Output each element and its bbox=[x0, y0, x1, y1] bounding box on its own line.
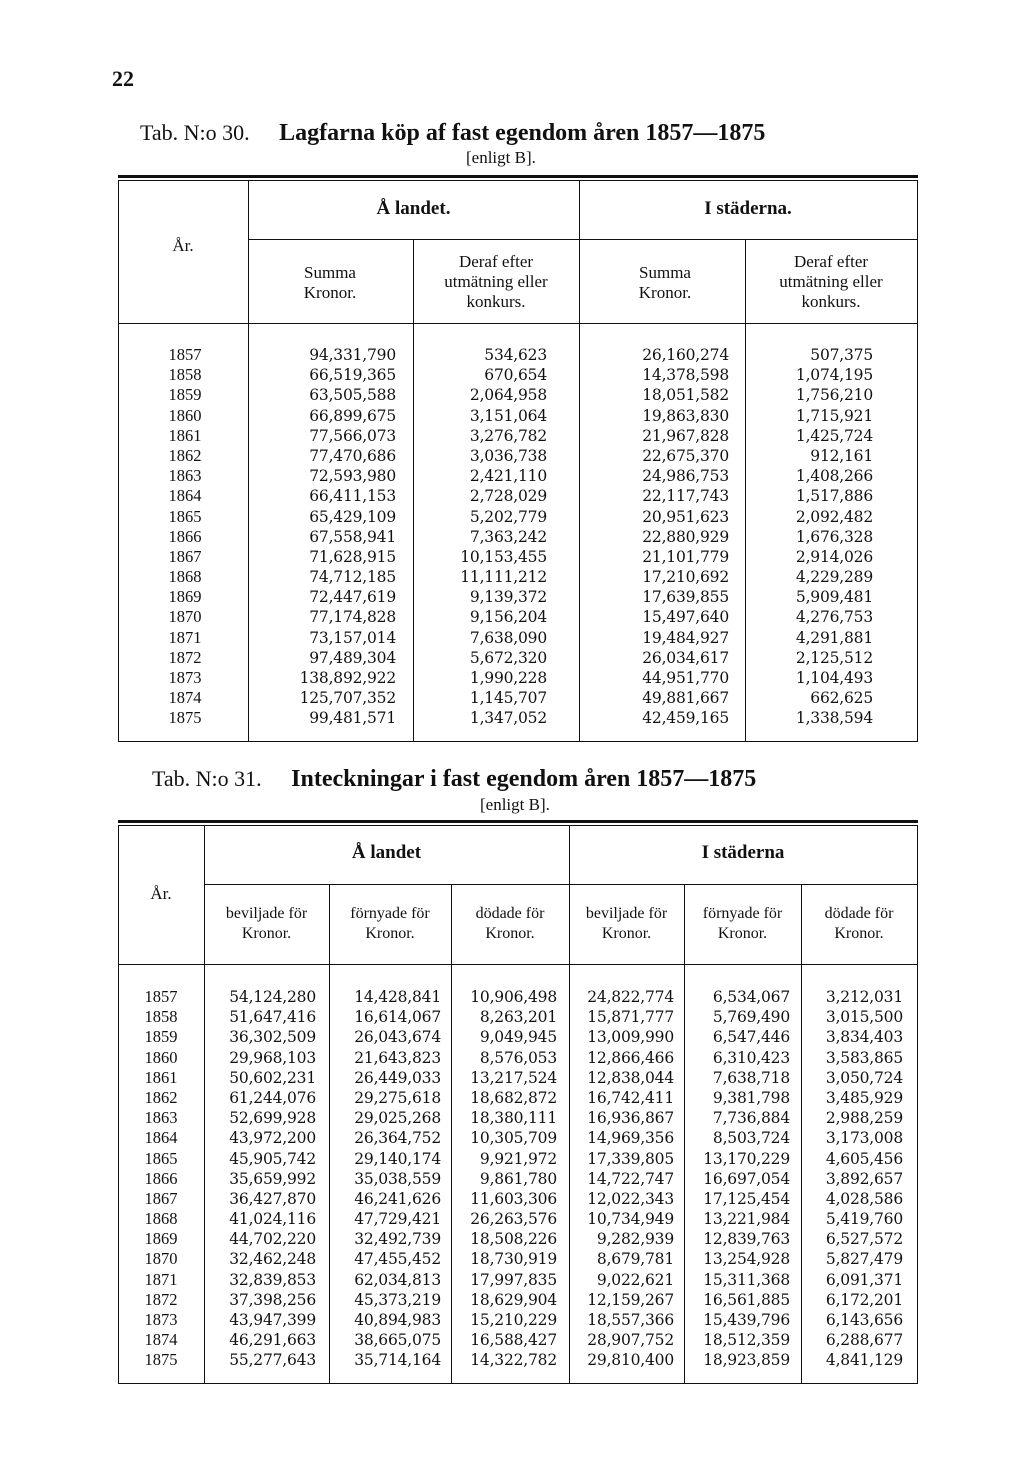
table-cell: 1873 bbox=[168, 668, 202, 687]
table30-staderna-deraf-header: Deraf efter utmätning eller konkurs. bbox=[779, 252, 883, 311]
table-cell: 1862 bbox=[144, 1087, 178, 1107]
table-cell: 1860 bbox=[144, 1047, 178, 1067]
table31-right-border bbox=[917, 825, 918, 1383]
table-cell: 4,291,881 bbox=[795, 628, 873, 647]
table-cell: 26,160,274 bbox=[642, 346, 729, 364]
table-cell: 2,092,482 bbox=[795, 507, 873, 526]
table-cell: 10,305,709 bbox=[470, 1129, 557, 1148]
table-cell: 1869 bbox=[144, 1229, 178, 1249]
table-cell: 1,676,328 bbox=[795, 527, 873, 546]
table31-group-landet: Å landet bbox=[351, 842, 422, 863]
table-cell: 43,972,200 bbox=[229, 1129, 316, 1148]
table30-landet-deraf-header: Deraf efter utmätning eller konkurs. bbox=[444, 252, 548, 311]
table-cell: 4,028,586 bbox=[825, 1189, 903, 1208]
table31-staderna-beviljade-column bbox=[571, 987, 674, 1371]
table-cell: 74,712,185 bbox=[309, 568, 396, 587]
table31-number: Tab. N:o 31. bbox=[152, 766, 262, 791]
table-cell: 1868 bbox=[168, 567, 202, 587]
table-cell: 1869 bbox=[168, 587, 202, 607]
table-cell: 5,202,779 bbox=[469, 507, 547, 526]
table-cell: 4,841,129 bbox=[825, 1351, 903, 1370]
table-cell: 14,969,356 bbox=[587, 1129, 674, 1148]
table30-group-rule bbox=[248, 239, 918, 240]
table-cell: 18,512,359 bbox=[703, 1331, 790, 1350]
table-cell: 1872 bbox=[168, 647, 202, 667]
table-cell: 14,722,747 bbox=[587, 1169, 674, 1188]
table-cell: 17,339,805 bbox=[587, 1149, 674, 1168]
table-cell: 6,527,572 bbox=[825, 1230, 903, 1249]
table-cell: 1874 bbox=[144, 1330, 178, 1350]
table-cell: 29,968,103 bbox=[229, 1048, 316, 1067]
table-cell: 507,375 bbox=[810, 346, 873, 364]
table-cell: 15,871,777 bbox=[587, 1008, 674, 1027]
table31-staderna-beviljade-header: beviljade för Kronor. bbox=[585, 905, 668, 942]
table31-landet-beviljade-column bbox=[206, 987, 316, 1371]
table-cell: 55,277,643 bbox=[229, 1351, 316, 1370]
table-cell: 8,263,201 bbox=[479, 1008, 557, 1027]
table-cell: 29,275,618 bbox=[354, 1088, 441, 1107]
table31-divider-4 bbox=[684, 884, 685, 1383]
table-cell: 21,643,823 bbox=[354, 1048, 441, 1067]
table31-staderna-fornyade-column bbox=[686, 987, 790, 1371]
table31-landet-fornyade-column bbox=[331, 987, 441, 1371]
table-cell: 4,276,753 bbox=[795, 608, 873, 627]
table-cell: 1864 bbox=[144, 1128, 178, 1148]
table-cell: 10,734,949 bbox=[587, 1210, 674, 1229]
table30-divider-landet bbox=[413, 239, 414, 741]
table-cell: 35,038,559 bbox=[354, 1169, 441, 1188]
table-cell: 1858 bbox=[144, 1007, 178, 1027]
table-cell: 62,034,813 bbox=[354, 1270, 441, 1289]
table30-right-border bbox=[917, 180, 918, 741]
table-cell: 912,161 bbox=[810, 446, 873, 465]
table-cell: 26,043,674 bbox=[354, 1028, 441, 1047]
table-cell: 1866 bbox=[168, 526, 202, 546]
table-cell: 1,990,228 bbox=[469, 669, 547, 687]
table-cell: 5,909,481 bbox=[795, 588, 873, 607]
table-cell: 12,866,466 bbox=[587, 1048, 674, 1067]
table-cell: 8,679,781 bbox=[596, 1250, 674, 1269]
table-cell: 1857 bbox=[168, 345, 202, 364]
table-cell: 7,638,718 bbox=[712, 1068, 790, 1087]
table-cell: 97,489,304 bbox=[309, 648, 396, 667]
table31-landet-fornyade-header: förnyade för Kronor. bbox=[350, 905, 430, 942]
table31-title: Inteckningar i fast egendom åren 1857—1875 bbox=[291, 766, 757, 792]
table-cell: 7,638,090 bbox=[469, 628, 547, 647]
table-cell: 3,036,738 bbox=[469, 446, 547, 465]
table-cell: 1,347,052 bbox=[469, 709, 547, 728]
table-cell: 22,880,929 bbox=[642, 527, 729, 546]
table-cell: 1868 bbox=[144, 1209, 178, 1229]
table-cell: 13,221,984 bbox=[703, 1210, 790, 1229]
table-cell: 138,892,922 bbox=[299, 669, 396, 687]
table-cell: 1860 bbox=[168, 405, 202, 425]
table-cell: 1874 bbox=[168, 688, 202, 708]
table-cell: 6,143,656 bbox=[825, 1311, 903, 1329]
table-cell: 3,276,782 bbox=[469, 426, 547, 445]
table-cell: 8,576,053 bbox=[479, 1048, 557, 1067]
table-cell: 1,715,921 bbox=[795, 406, 873, 425]
table-cell: 16,614,067 bbox=[354, 1008, 441, 1027]
table-cell: 3,151,064 bbox=[469, 406, 547, 425]
table31-bottom-rule bbox=[118, 1383, 918, 1384]
table30-divider-staderna bbox=[745, 239, 746, 741]
table30-left-border bbox=[118, 180, 119, 741]
table-cell: 1,408,266 bbox=[795, 467, 873, 486]
table31-staderna-dodade-column bbox=[803, 987, 903, 1371]
table30-divider-groups bbox=[579, 180, 580, 741]
table-cell: 125,707,352 bbox=[299, 689, 396, 708]
table-cell: 1,425,724 bbox=[795, 426, 873, 445]
table-cell: 5,672,320 bbox=[469, 648, 547, 667]
table-cell: 77,470,686 bbox=[309, 446, 396, 465]
table-cell: 3,173,008 bbox=[825, 1129, 903, 1148]
table-cell: 12,838,044 bbox=[587, 1068, 674, 1087]
table-cell: 9,156,204 bbox=[469, 608, 547, 627]
table-cell: 9,381,798 bbox=[712, 1088, 790, 1107]
table-cell: 19,863,830 bbox=[642, 406, 729, 425]
table-cell: 15,311,368 bbox=[703, 1270, 790, 1289]
table31-header-rule bbox=[118, 964, 918, 965]
table31-group-rule bbox=[204, 884, 918, 885]
table-cell: 38,665,075 bbox=[354, 1331, 441, 1350]
table-cell: 1875 bbox=[144, 1350, 178, 1370]
table30-landet-summa-column bbox=[250, 345, 396, 729]
table-cell: 41,024,116 bbox=[229, 1210, 316, 1229]
table-cell: 14,322,782 bbox=[470, 1351, 557, 1370]
table-cell: 73,157,014 bbox=[309, 628, 396, 647]
table-cell: 22,675,370 bbox=[642, 446, 729, 465]
table31-landet-beviljade-header: beviljade för Kronor. bbox=[225, 905, 308, 942]
table-cell: 66,411,153 bbox=[309, 487, 396, 506]
table-cell: 11,111,212 bbox=[460, 568, 547, 587]
table-cell: 24,986,753 bbox=[642, 467, 729, 486]
table-cell: 1863 bbox=[168, 466, 202, 486]
table-cell: 42,459,165 bbox=[642, 709, 729, 728]
table-cell: 28,907,752 bbox=[587, 1331, 674, 1350]
table-cell: 7,736,884 bbox=[712, 1109, 790, 1128]
table-cell: 54,124,280 bbox=[229, 988, 316, 1006]
table-cell: 3,050,724 bbox=[825, 1068, 903, 1087]
table-cell: 32,462,248 bbox=[229, 1250, 316, 1269]
table-cell: 1867 bbox=[144, 1188, 178, 1208]
table-cell: 2,421,110 bbox=[469, 467, 547, 486]
table30-staderna-summa-header: Summa Kronor. bbox=[638, 263, 692, 302]
table-cell: 99,481,571 bbox=[309, 709, 396, 728]
table-cell: 24,822,774 bbox=[587, 988, 674, 1006]
table-cell: 26,263,576 bbox=[470, 1210, 557, 1229]
table-cell: 1863 bbox=[144, 1108, 178, 1128]
table-cell: 20,951,623 bbox=[642, 507, 729, 526]
table-cell: 49,881,667 bbox=[642, 689, 729, 708]
table-cell: 36,302,509 bbox=[229, 1028, 316, 1047]
table31-divider-2 bbox=[451, 884, 452, 1383]
table30-staderna-deraf-column bbox=[747, 345, 873, 729]
table-cell: 662,625 bbox=[810, 689, 873, 708]
table30-group-landet: Å landet. bbox=[376, 198, 451, 219]
table-cell: 13,009,990 bbox=[587, 1028, 674, 1047]
table-cell: 4,229,289 bbox=[795, 568, 873, 587]
table-cell: 3,834,403 bbox=[825, 1028, 903, 1047]
table-cell: 44,702,220 bbox=[229, 1230, 316, 1249]
table-cell: 1862 bbox=[168, 445, 202, 465]
table-cell: 19,484,927 bbox=[642, 628, 729, 647]
table-cell: 46,291,663 bbox=[229, 1331, 316, 1350]
table30-group-staderna: I städerna. bbox=[704, 198, 792, 219]
table-cell: 50,602,231 bbox=[229, 1068, 316, 1087]
table-cell: 77,566,073 bbox=[309, 426, 396, 445]
table-cell: 9,921,972 bbox=[479, 1149, 557, 1168]
table-cell: 1861 bbox=[168, 425, 202, 445]
table-cell: 18,629,904 bbox=[470, 1290, 557, 1309]
table-cell: 1859 bbox=[144, 1027, 178, 1047]
table-cell: 1864 bbox=[168, 486, 202, 506]
table-cell: 5,827,479 bbox=[825, 1250, 903, 1269]
table-cell: 94,331,790 bbox=[309, 346, 396, 364]
table-cell: 3,015,500 bbox=[825, 1008, 903, 1027]
table-cell: 15,210,229 bbox=[470, 1311, 557, 1329]
table-cell: 18,508,226 bbox=[470, 1230, 557, 1249]
table-cell: 9,049,945 bbox=[479, 1028, 557, 1047]
table-cell: 1,756,210 bbox=[795, 386, 873, 405]
table-cell: 46,241,626 bbox=[354, 1189, 441, 1208]
table-cell: 18,051,582 bbox=[642, 386, 729, 405]
table-cell: 16,561,885 bbox=[703, 1290, 790, 1309]
table-cell: 72,593,980 bbox=[309, 467, 396, 486]
table-cell: 1870 bbox=[144, 1249, 178, 1269]
table-cell: 13,170,229 bbox=[703, 1149, 790, 1168]
table-cell: 1867 bbox=[168, 546, 202, 566]
table-cell: 17,125,454 bbox=[703, 1189, 790, 1208]
table-cell: 1,338,594 bbox=[795, 709, 873, 728]
table-cell: 11,603,306 bbox=[470, 1189, 557, 1208]
table-cell: 13,217,524 bbox=[470, 1068, 557, 1087]
table31-group-staderna: I städerna bbox=[701, 842, 785, 863]
table-cell: 16,936,867 bbox=[587, 1109, 674, 1128]
table31-top-rule-thin bbox=[118, 825, 918, 826]
table31-landet-dodade-column bbox=[453, 987, 557, 1371]
table30-header-rule bbox=[118, 323, 918, 324]
table-cell: 51,647,416 bbox=[229, 1008, 316, 1027]
table-cell: 16,697,054 bbox=[703, 1169, 790, 1188]
table-cell: 29,810,400 bbox=[587, 1351, 674, 1370]
table-cell: 21,101,779 bbox=[642, 547, 729, 566]
table-cell: 26,364,752 bbox=[354, 1129, 441, 1148]
table-cell: 1,145,707 bbox=[469, 689, 547, 708]
table30-divider-year bbox=[248, 180, 249, 741]
table30-number: Tab. N:o 30. bbox=[140, 120, 250, 145]
table30-top-rule-thin bbox=[118, 180, 918, 181]
table-cell: 29,025,268 bbox=[354, 1109, 441, 1128]
table-cell: 61,244,076 bbox=[229, 1088, 316, 1107]
table-cell: 15,439,796 bbox=[703, 1311, 790, 1329]
table-cell: 16,742,411 bbox=[587, 1088, 674, 1107]
table-cell: 1857 bbox=[144, 987, 178, 1006]
table-cell: 17,639,855 bbox=[642, 588, 729, 607]
table-cell: 67,558,941 bbox=[309, 527, 396, 546]
table-cell: 35,714,164 bbox=[354, 1351, 441, 1370]
table30-year-header: År. bbox=[172, 236, 194, 255]
table31-divider-5 bbox=[801, 884, 802, 1383]
table-cell: 26,449,033 bbox=[354, 1068, 441, 1087]
table-cell: 1865 bbox=[168, 506, 202, 526]
table-cell: 10,153,455 bbox=[460, 547, 547, 566]
table-cell: 9,139,372 bbox=[469, 588, 547, 607]
table-cell: 6,547,446 bbox=[712, 1028, 790, 1047]
table-cell: 12,839,763 bbox=[703, 1230, 790, 1249]
table-cell: 16,588,427 bbox=[470, 1331, 557, 1350]
table-cell: 22,117,743 bbox=[642, 487, 729, 506]
table-cell: 1859 bbox=[168, 385, 202, 405]
table30-staderna-summa-column bbox=[581, 345, 729, 729]
table-cell: 44,951,770 bbox=[642, 669, 729, 687]
table-cell: 6,172,201 bbox=[825, 1290, 903, 1309]
table-cell: 1875 bbox=[168, 708, 202, 728]
table-cell: 8,503,724 bbox=[712, 1129, 790, 1148]
table-cell: 18,682,872 bbox=[470, 1088, 557, 1107]
table-cell: 18,730,919 bbox=[470, 1250, 557, 1269]
table30-year-column bbox=[140, 345, 230, 729]
table-cell: 71,628,915 bbox=[309, 547, 396, 566]
table-cell: 2,914,026 bbox=[795, 547, 873, 566]
table-cell: 52,699,928 bbox=[229, 1109, 316, 1128]
table-cell: 3,583,865 bbox=[825, 1048, 903, 1067]
table31-year-header: År. bbox=[150, 884, 172, 903]
table-cell: 5,419,760 bbox=[825, 1210, 903, 1229]
table-cell: 1870 bbox=[168, 607, 202, 627]
table-cell: 45,905,742 bbox=[229, 1149, 316, 1168]
table31-title-row bbox=[152, 766, 942, 793]
table-cell: 66,519,365 bbox=[309, 366, 396, 385]
table-cell: 17,997,835 bbox=[470, 1270, 557, 1289]
table-cell: 6,288,677 bbox=[825, 1331, 903, 1350]
table-cell: 26,034,617 bbox=[642, 648, 729, 667]
table-cell: 29,140,174 bbox=[354, 1149, 441, 1168]
table-cell: 18,557,366 bbox=[587, 1311, 674, 1329]
table-cell: 1865 bbox=[144, 1148, 178, 1168]
table-cell: 6,091,371 bbox=[825, 1270, 903, 1289]
table-cell: 670,654 bbox=[484, 366, 547, 385]
table-cell: 1,104,493 bbox=[795, 669, 873, 687]
table-cell: 9,282,939 bbox=[596, 1230, 674, 1249]
table30-landet-summa-header: Summa Kronor. bbox=[303, 263, 357, 302]
table-cell: 47,455,452 bbox=[354, 1250, 441, 1269]
table-cell: 1861 bbox=[144, 1067, 178, 1087]
table-cell: 17,210,692 bbox=[642, 568, 729, 587]
table-cell: 3,892,657 bbox=[825, 1169, 903, 1188]
table30-landet-deraf-column bbox=[415, 345, 547, 729]
table-cell: 2,125,512 bbox=[795, 648, 873, 667]
table-cell: 1858 bbox=[168, 365, 202, 385]
table-cell: 1871 bbox=[168, 627, 202, 647]
table-cell: 43,947,399 bbox=[229, 1311, 316, 1329]
table-cell: 2,988,259 bbox=[825, 1109, 903, 1128]
table31-staderna-fornyade-header: förnyade för Kronor. bbox=[702, 905, 783, 942]
table-cell: 1,074,195 bbox=[795, 366, 873, 385]
table31-staderna-dodade-header: dödade för Kronor. bbox=[824, 905, 894, 942]
table-cell: 12,159,267 bbox=[587, 1290, 674, 1309]
table-cell: 3,485,929 bbox=[825, 1088, 903, 1107]
table30-title: Lagfarna köp af fast egendom åren 1857—1875 bbox=[279, 120, 766, 146]
table-cell: 4,605,456 bbox=[825, 1149, 903, 1168]
table-cell: 63,505,588 bbox=[309, 386, 396, 405]
table-cell: 534,623 bbox=[484, 346, 547, 364]
table-cell: 9,861,780 bbox=[479, 1169, 557, 1188]
table-cell: 12,022,343 bbox=[587, 1189, 674, 1208]
table-cell: 18,380,111 bbox=[470, 1109, 557, 1128]
table-cell: 77,174,828 bbox=[309, 608, 396, 627]
table-cell: 10,906,498 bbox=[470, 988, 557, 1006]
table31-left-border bbox=[118, 825, 119, 1383]
table-cell: 18,923,859 bbox=[703, 1351, 790, 1370]
table-cell: 36,427,870 bbox=[229, 1189, 316, 1208]
table-cell: 1873 bbox=[144, 1310, 178, 1329]
table-cell: 1872 bbox=[144, 1289, 178, 1309]
table-cell: 2,064,958 bbox=[469, 386, 547, 405]
table30-bottom-rule bbox=[118, 741, 918, 742]
table-cell: 6,534,067 bbox=[712, 988, 790, 1006]
table-cell: 9,022,621 bbox=[596, 1270, 674, 1289]
table31-year-column bbox=[120, 987, 202, 1371]
table-cell: 66,899,675 bbox=[309, 406, 396, 425]
table30-subtitle: [enligt B]. bbox=[466, 148, 536, 167]
table30-top-rule bbox=[118, 175, 918, 178]
table-cell: 32,839,853 bbox=[229, 1270, 316, 1289]
table-cell: 13,254,928 bbox=[703, 1250, 790, 1269]
table-cell: 1866 bbox=[144, 1168, 178, 1188]
table-cell: 40,894,983 bbox=[354, 1311, 441, 1329]
table-cell: 6,310,423 bbox=[712, 1048, 790, 1067]
table31-landet-dodade-header: dödade för Kronor. bbox=[475, 905, 545, 942]
table31-subtitle: [enligt B]. bbox=[480, 795, 550, 814]
table-cell: 2,728,029 bbox=[469, 487, 547, 506]
table-cell: 5,769,490 bbox=[712, 1008, 790, 1027]
table-cell: 72,447,619 bbox=[309, 588, 396, 607]
table-cell: 3,212,031 bbox=[825, 988, 903, 1006]
table-cell: 65,429,109 bbox=[309, 507, 396, 526]
table31-divider-1 bbox=[329, 884, 330, 1383]
table-cell: 7,363,242 bbox=[469, 527, 547, 546]
table-cell: 45,373,219 bbox=[354, 1290, 441, 1309]
table30-title-row bbox=[140, 120, 930, 147]
table-cell: 21,967,828 bbox=[642, 426, 729, 445]
table-cell: 14,428,841 bbox=[354, 988, 441, 1006]
table-cell: 37,398,256 bbox=[229, 1290, 316, 1309]
table-cell: 1871 bbox=[144, 1269, 178, 1289]
table-cell: 47,729,421 bbox=[354, 1210, 441, 1229]
table-cell: 35,659,992 bbox=[229, 1169, 316, 1188]
table-cell: 32,492,739 bbox=[354, 1230, 441, 1249]
page-number: 22 bbox=[112, 66, 134, 91]
table-cell: 1,517,886 bbox=[795, 487, 873, 506]
table-cell: 15,497,640 bbox=[642, 608, 729, 627]
table-cell: 14,378,598 bbox=[642, 366, 729, 385]
table31-top-rule bbox=[118, 820, 918, 823]
